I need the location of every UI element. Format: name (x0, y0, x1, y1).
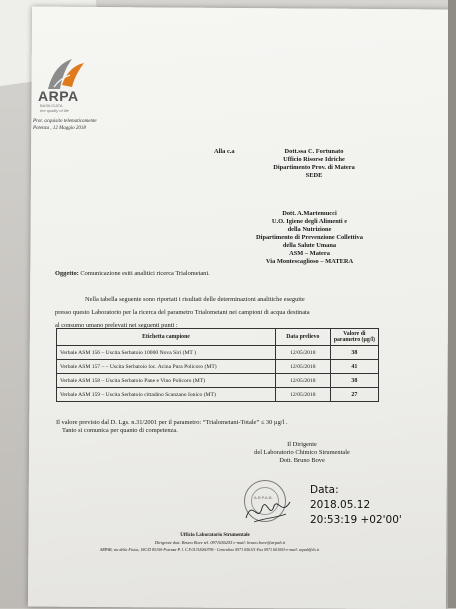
table-row (57, 374, 379, 388)
table-row (57, 360, 379, 374)
recipient-line: Via Montescaglioso – MATERA (265, 258, 354, 265)
arpa-logo-icon (44, 55, 86, 91)
footer-contact: Dirigente dott. Bruno Bove tel. 0971656255 e-mail: bruno.bove@arpab.it (154, 540, 286, 545)
recipient-line: U.O. Igiene degli Alimenti e (271, 218, 348, 225)
recipient-line: SEDE (305, 172, 323, 179)
sample-date: 12/05/2018 (275, 360, 330, 374)
subject-label: Oggetto: (55, 270, 79, 277)
alla-label: Alla c.a (214, 148, 235, 155)
recipient-line: della Salute Umana (282, 242, 337, 249)
recipient-line: Dipartimento Prov. di Matera (273, 164, 355, 171)
sample-label: Verbale ASM 159 – Uscita Serbatoio cittadino Scanzano Ionico (MT) (57, 388, 276, 402)
footer-address: ARPAB, via della Fisica, 18C/D 85100-Potenza-P. I. C.F.01318260796 - Centralino 0971 656111-Fax 0971 601003-e-mail: arpab@ils.it (99, 547, 320, 552)
recipient-line: ASM – Matera (289, 250, 330, 257)
table-header-row (57, 329, 379, 346)
subject-line (55, 270, 385, 278)
sample-value: 27 (330, 388, 378, 402)
sample-label: Verbale ASM 157 – – Uscita Serbatoio loc. Acina Pura Policoro (MT) (57, 360, 276, 374)
body-paragraph (55, 293, 380, 332)
signer-role: Il Dirigente (287, 441, 317, 448)
sample-label: Verbale ASM 158 – Uscita Serbatoio Pane e Vino Policoro (MT) (57, 374, 276, 388)
sample-date: 12/05/2018 (275, 346, 330, 360)
body-line: Nella tabella seguente sono riportati i risultati delle determinazioni analitiche eseguite (85, 296, 305, 303)
sample-date: 12/05/2018 (275, 388, 330, 402)
protocol-line: Prot. acquisito telematicamente (33, 119, 97, 124)
recipient-line: Dipartimento di Prevenzione Collettiva (256, 234, 363, 241)
logo-tagline: the quality of life (40, 108, 69, 113)
sample-value: 38 (330, 346, 378, 360)
timestamp-time: 20:53:19 +02'00' (310, 514, 402, 526)
header-value: Valore di parametro (µg/l) (330, 329, 378, 346)
header-sample: Etichetta campione (57, 329, 276, 346)
body-line: al consumo umano prelevati nei seguenti punti : (55, 322, 178, 329)
desk-edge (448, 0, 456, 608)
recipient-line: Dott.ssa C. Fortunato (284, 148, 344, 155)
closing-block (56, 419, 386, 435)
logo-sub-text: BASILICATA (40, 103, 63, 108)
signer-dept: del Laboratorio Chimico Strumentale (254, 449, 350, 456)
recipient-line: Ufficio Risorse Idriche (283, 156, 345, 163)
sample-value: 41 (330, 360, 378, 374)
logo-name: ARPA (38, 88, 79, 104)
recipient-line: Dott. A.Martemucci (282, 210, 337, 217)
sample-label: Verbale ASM 156 – Uscita Serbatoio 10000 Nova Siri (MT ) (57, 346, 276, 360)
subject-text: Comunicazione esiti analitici ricerca Trialometani. (78, 270, 210, 277)
closing-thanks: Tanto si comunica per quanto di competenza. (62, 427, 178, 434)
header-date: Data prelievo (275, 329, 330, 346)
signer-name: Dott. Bruno Bove (279, 457, 325, 464)
sample-date: 12/05/2018 (275, 374, 330, 388)
handwritten-signature-icon (240, 488, 300, 528)
table-row (57, 346, 379, 360)
footer-office: Ufficio Laboratorio Strumentale (180, 533, 250, 538)
logo-subtitle (40, 103, 69, 113)
protocol-block (33, 118, 97, 132)
limit-statement: Il valore previsto dal D. Lgs. n.31/2001 per il parametro: “Trialometani-Totale” ≤ 30 µg/l . (56, 419, 288, 426)
results-table (56, 328, 379, 402)
primary-recipient (254, 148, 374, 180)
timestamp-label: Data: (310, 484, 339, 496)
body-line: presso questo Laboratorio per la ricerca del parametro Trialometani nei campioni di acqua destinata (55, 309, 310, 316)
sample-value: 38 (330, 374, 378, 388)
stamp-text: A.R.P.A.B. (254, 495, 273, 500)
signature-block (232, 441, 372, 465)
digital-signature-timestamp (310, 483, 402, 528)
secondary-recipient (242, 210, 377, 266)
recipient-line: della Nutrizione (287, 226, 332, 233)
place-date: Potenza , 12 Maggio 2018 (33, 126, 86, 131)
table-row (57, 388, 379, 402)
timestamp-date: 2018.05.12 (310, 499, 371, 511)
